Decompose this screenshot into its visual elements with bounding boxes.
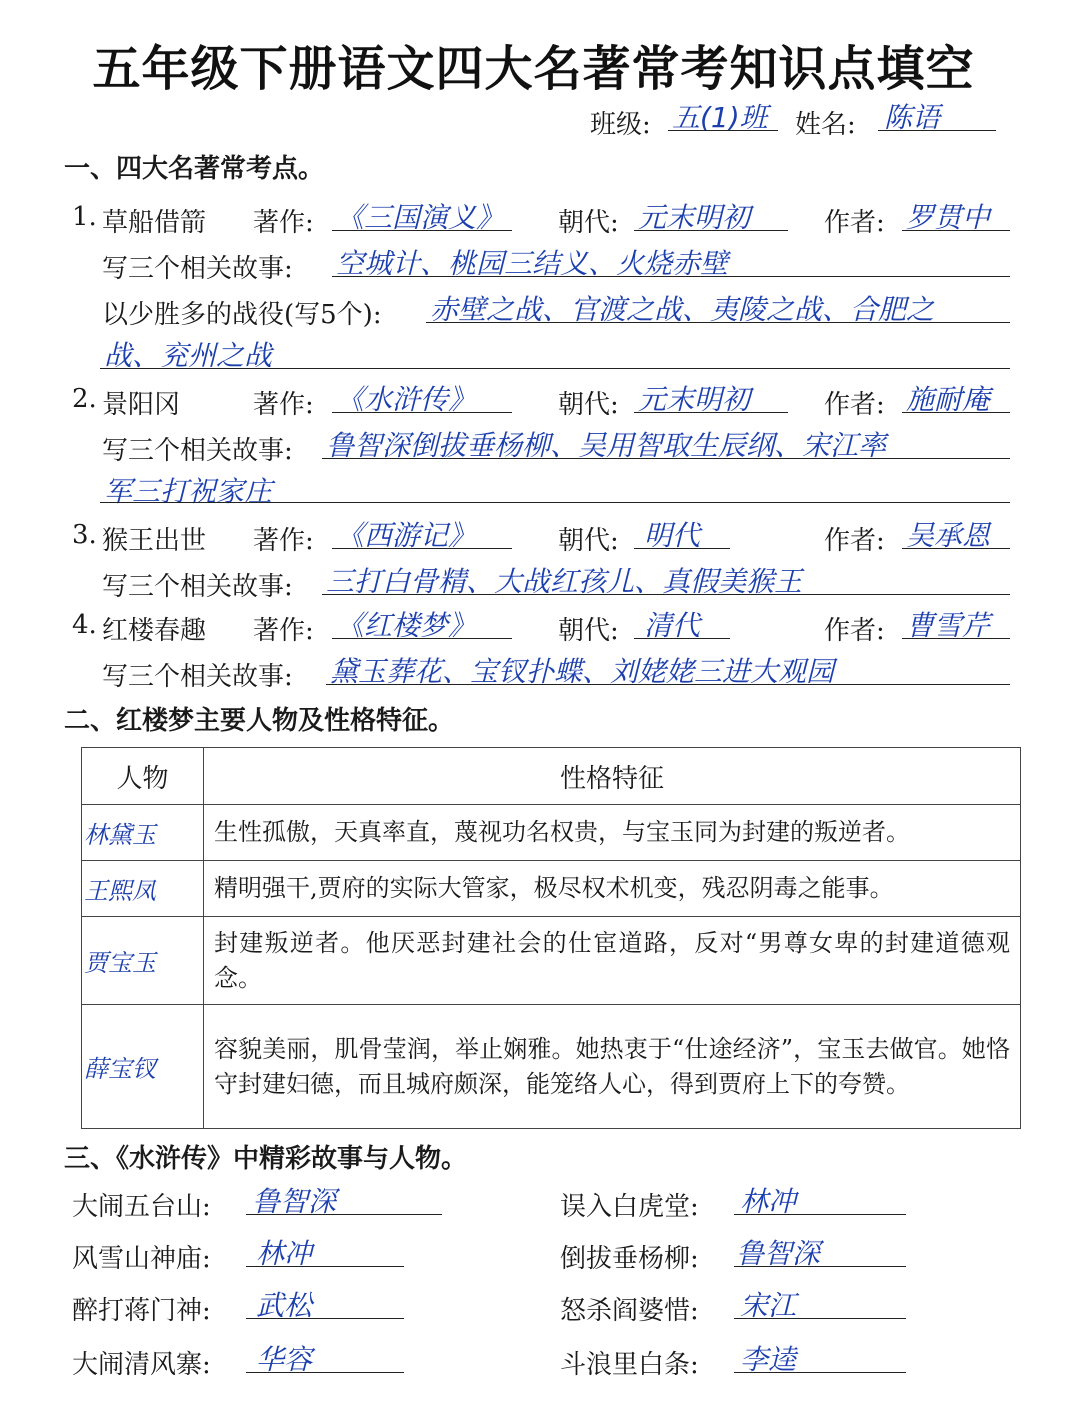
item2-dynasty-label: 朝代:	[558, 390, 619, 420]
story-label: 误入白虎堂:	[560, 1192, 699, 1222]
item1-work-label: 著作:	[253, 208, 314, 238]
item4-author-line	[902, 638, 1010, 639]
story-label: 醉打蒋门神:	[72, 1296, 211, 1326]
story-line	[246, 1266, 404, 1267]
item1-author-line	[902, 230, 1010, 231]
character-name: 贾宝玉	[82, 917, 204, 1005]
item1-stories-label: 写三个相关故事:	[102, 254, 293, 284]
story-label: 大闹清风寨:	[72, 1350, 211, 1380]
item1-num: 1.	[72, 202, 97, 232]
story-line	[734, 1266, 906, 1267]
item1-dynasty-line	[634, 230, 788, 231]
item4-stories-label: 写三个相关故事:	[102, 662, 293, 692]
item3-num: 3.	[72, 520, 97, 550]
item2-stories-2: 军三打祝家庄	[104, 475, 273, 508]
table-row	[82, 861, 1021, 917]
item2-dynasty: 元末明初	[638, 383, 751, 416]
class-underline	[668, 130, 778, 131]
item2-dynasty-line	[634, 412, 788, 413]
item4-work: 《红楼梦》	[336, 609, 477, 642]
item1-topic: 草船借箭	[102, 208, 207, 238]
character-trait: 精明强干,贾府的实际大管家，极尽权术机变，残忍阴毒之能事。	[204, 861, 1021, 917]
table-row	[82, 805, 1021, 861]
item3-work: 《西游记》	[336, 519, 477, 552]
item2-author-label: 作者:	[824, 390, 885, 420]
item2-author: 施耐庵	[906, 383, 991, 416]
item4-dynasty-line	[634, 638, 730, 639]
character-name: 薛宝钗	[82, 1005, 204, 1129]
item1-battles-line-1	[426, 322, 1010, 323]
character-trait: 生性孤傲，天真率直，蔑视功名权贵，与宝玉同为封建的叛逆者。	[204, 805, 1021, 861]
item4-work-label: 著作:	[253, 616, 314, 646]
item2-work: 《水浒传》	[336, 383, 477, 416]
story-label: 风雪山神庙:	[72, 1244, 211, 1274]
story-label: 大闹五台山:	[72, 1192, 211, 1222]
item4-num: 4.	[72, 610, 97, 640]
name-underline	[878, 130, 996, 131]
item3-stories: 三打白骨精、大战红孩儿、真假美猴王	[326, 565, 803, 598]
item4-author-label: 作者:	[824, 616, 885, 646]
item4-stories: 黛玉葬花、宝钗扑蝶、刘姥姥三进大观园	[330, 655, 835, 688]
item4-work-line	[332, 638, 512, 639]
item3-work-line	[332, 548, 512, 549]
table-row	[82, 917, 1021, 1005]
story-person: 李逵	[740, 1343, 797, 1376]
item2-num: 2.	[72, 384, 97, 414]
item3-author-line	[902, 548, 1010, 549]
character-trait: 封建叛逆者。他厌恶封建社会的仕宦道路，反对“男尊女卑的封建道德观念。	[204, 917, 1021, 1005]
name-label: 姓名:	[795, 110, 856, 140]
item2-stories-label: 写三个相关故事:	[102, 436, 293, 466]
character-name: 林黛玉	[82, 805, 204, 861]
story-line	[734, 1372, 906, 1373]
story-label: 怒杀阎婆惜:	[560, 1296, 699, 1326]
item2-topic: 景阳冈	[102, 390, 181, 420]
item2-stories-line-1	[322, 458, 1010, 459]
item1-battles-label: 以少胜多的战役(写5个):	[102, 300, 382, 330]
item2-work-line	[332, 412, 512, 413]
character-name: 王熙凤	[82, 861, 204, 917]
story-person: 鲁智深	[736, 1237, 821, 1270]
table-header-row	[82, 748, 1021, 805]
item1-dynasty: 元末明初	[638, 201, 751, 234]
character-trait: 容貌美丽，肌骨莹润，举止娴雅。她热衷于“仕途经济”，宝玉去做官。她恪守封建妇德，而且城府颇深，能笼络人心，得到贾府上下的夸赞。	[204, 1005, 1021, 1129]
item3-dynasty-line	[634, 548, 730, 549]
character-table	[81, 747, 1021, 1129]
item3-topic: 猴王出世	[102, 526, 207, 556]
story-line	[734, 1214, 906, 1215]
item1-battles-2: 战、兖州之战	[104, 339, 273, 372]
item4-dynasty-label: 朝代:	[558, 616, 619, 646]
item1-stories-line	[332, 276, 1010, 277]
item3-work-label: 著作:	[253, 526, 314, 556]
table-row	[82, 1005, 1021, 1129]
item4-stories-line	[326, 684, 1010, 685]
story-label: 倒拔垂杨柳:	[560, 1244, 699, 1274]
story-line	[734, 1318, 906, 1319]
story-line	[246, 1318, 404, 1319]
item3-author: 吴承恩	[906, 519, 991, 552]
story-line	[246, 1214, 442, 1215]
item3-dynasty: 明代	[644, 519, 701, 552]
section3-heading: 三、《水浒传》中精彩故事与人物。	[64, 1144, 468, 1174]
item1-author-label: 作者:	[824, 208, 885, 238]
story-person: 宋江	[740, 1289, 797, 1322]
item1-author: 罗贯中	[906, 201, 991, 234]
item4-topic: 红楼春趣	[102, 616, 207, 646]
class-label: 班级:	[590, 110, 651, 140]
item2-stories-line-2	[100, 502, 1010, 503]
item2-stories-1: 鲁智深倒拔垂杨柳、吴用智取生辰纲、宋江率	[326, 429, 887, 462]
item1-work-line	[332, 230, 512, 231]
col-trait: 性格特征	[204, 748, 1021, 805]
item1-stories: 空城计、桃园三结义、火烧赤壁	[336, 247, 729, 280]
story-person: 鲁智深	[252, 1185, 337, 1218]
story-person: 华容	[256, 1343, 313, 1376]
section2-heading: 二、红楼梦主要人物及性格特征。	[64, 706, 455, 736]
story-person: 林冲	[256, 1237, 313, 1270]
section1-heading: 一、四大名著常考点。	[64, 154, 325, 184]
story-person: 林冲	[740, 1185, 797, 1218]
item2-author-line	[902, 412, 1010, 413]
page-title: 五年级下册语文四大名著常考知识点填空	[92, 41, 975, 97]
item3-dynasty-label: 朝代:	[558, 526, 619, 556]
item4-dynasty: 清代	[644, 609, 701, 642]
item3-author-label: 作者:	[824, 526, 885, 556]
story-label: 斗浪里白条:	[560, 1350, 699, 1380]
class-value: 五(1)班	[672, 101, 768, 134]
item3-stories-line	[322, 594, 1010, 595]
col-person: 人物	[82, 748, 204, 805]
item3-stories-label: 写三个相关故事:	[102, 572, 293, 602]
item1-work: 《三国演义》	[336, 201, 505, 234]
item4-author: 曹雪芹	[906, 609, 991, 642]
story-line	[246, 1372, 404, 1373]
story-person: 武松	[256, 1289, 313, 1322]
item1-dynasty-label: 朝代:	[558, 208, 619, 238]
item1-battles-1: 赤壁之战、官渡之战、夷陵之战、合肥之	[430, 293, 935, 326]
item1-battles-line-2	[100, 368, 1010, 369]
item2-work-label: 著作:	[253, 390, 314, 420]
name-value: 陈语	[884, 101, 941, 134]
